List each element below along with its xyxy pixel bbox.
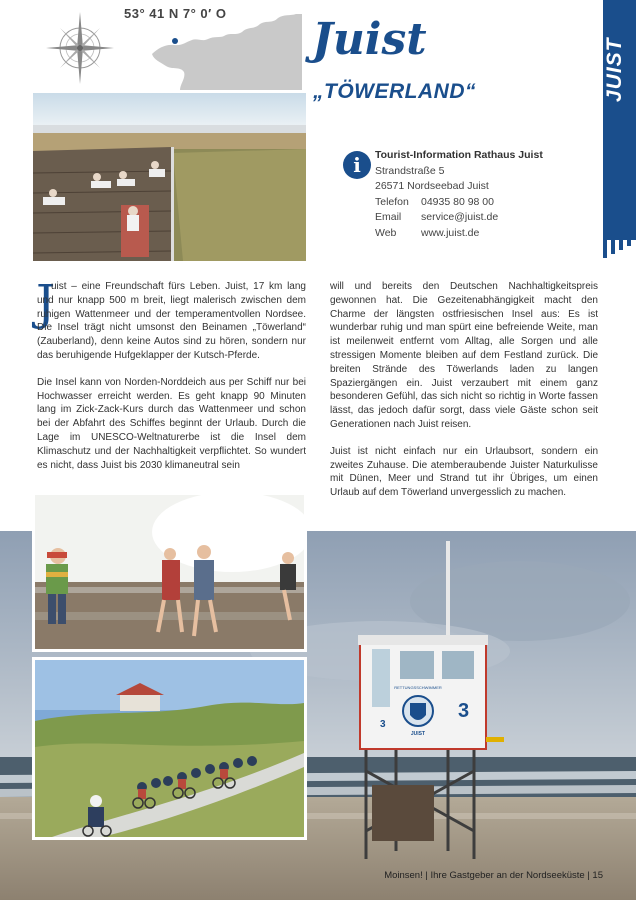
cyclists-photo xyxy=(32,657,307,840)
tower-sign-line-1: RETTUNGSSCHWIMMER xyxy=(394,685,442,690)
tab-stripe xyxy=(627,240,631,246)
contact-street: Strandstraße 5 xyxy=(375,164,445,177)
page-title: Juist xyxy=(312,14,427,65)
contact-row-phone xyxy=(375,195,543,211)
contact-label: Email xyxy=(375,211,402,223)
tab-stripe xyxy=(611,240,615,254)
page-footer: Moinsen! | Ihre Gastgeber an der Nordseeküste | 15 xyxy=(384,870,603,881)
children-beach-photo xyxy=(32,492,307,652)
article-paragraph: Juist ist nicht einfach nur ein Urlaubsort, sondern ein zweites Zuhause. Die atemberaubende Juister Naturkulisse mit Dünen, Meer und Strand tut ihr Übriges, um einen Urlaub auf dem Töwerland unvergesslich zu machen. xyxy=(330,445,598,499)
contact-row-email xyxy=(375,210,543,226)
drop-cap: J xyxy=(36,275,56,331)
contact-city: 26571 Nordseebad Juist xyxy=(375,180,489,192)
tower-number: 3 xyxy=(458,700,470,722)
tower-sign-line-2: JUIST xyxy=(410,731,426,737)
contact-value[interactable]: 04935 80 98 00 xyxy=(421,195,494,208)
tab-stripe xyxy=(619,240,623,250)
coordinates: 53° 41 N 7° 0′ O xyxy=(124,6,227,21)
contact-value[interactable]: service@juist.de xyxy=(421,211,499,223)
contact-block xyxy=(375,148,543,241)
page-subtitle: „TÖWERLAND“ xyxy=(313,80,476,103)
contact-row-web xyxy=(375,226,543,242)
compass-rose-icon xyxy=(42,6,118,86)
contact-org: Tourist-Information Rathaus Juist xyxy=(375,149,543,161)
side-tab xyxy=(603,0,636,240)
tower-number-side: 3 xyxy=(380,719,386,730)
info-icon: i xyxy=(343,151,371,179)
contact-label: Web xyxy=(375,226,397,239)
article-paragraph: will und bereits den Deutschen Nachhaltigkeitspreis gewonnen hat. Die Gezeitenabhängigkeit macht den Charme der längsten ostfriesischen Insel aus: Es ist wunderbar ruhig und man spürt eine befreiende Weite, man ist meilenweit entfernt vom Alltag, alle Sorgen und alle stressigen Momente bleiben auf dem Festland zurück. Die breiten Strände des Töwerlands laden zu langen Spaziergängen ein. Juist verzaubert mit einem ganz besonderen Gefühl, das sich nicht so richtig in Worte fassen lässt, das jedoch dafür sorgt, dass viele Gäste schon seit Generationen nach Juist reisen. xyxy=(330,281,598,430)
contact-label: Telefon xyxy=(375,195,409,208)
contact-value[interactable]: www.juist.de xyxy=(421,226,480,239)
article-paragraph: Die Insel kann von Norden-Norddeich aus per Schiff nur bei Hochwasser erreicht werden. Es geht knapp 90 Minuten lang im Zick-Zack-Kurs durch das Wattenmeer und schon bei der Abfahrt des Schiffes beginnt der Urlaub. Durch die Lage im UNESCO-Weltnaturerbe ist die Insel dem Klimaschutz und der Nachhaltigkeit verpflichtet. So wundert es nicht, dass Juist bis 2030 klimaneutral sein xyxy=(37,376,306,471)
article-column-2 xyxy=(330,280,598,513)
side-tab-label: JUIST xyxy=(603,37,626,103)
island-map xyxy=(150,14,302,90)
article-paragraph: uist – eine Freundschaft fürs Leben. Juist, 17 km lang und nur knapp 500 m breit, liegt malerisch zwischen dem ruhigen Wattenmeer und der temperamentvollen Nordsee. Die Insel trägt nicht umsonst den Beinamen „Töwerland“ (Zauberland), denn keine Autos sind zu hören, sondern nur das beruhigende Hufgeklapper der Kutsch-Pferde. xyxy=(37,281,306,361)
article-column-1 xyxy=(36,275,306,485)
beach-deck-photo xyxy=(33,93,306,261)
tab-stripe xyxy=(603,240,607,258)
